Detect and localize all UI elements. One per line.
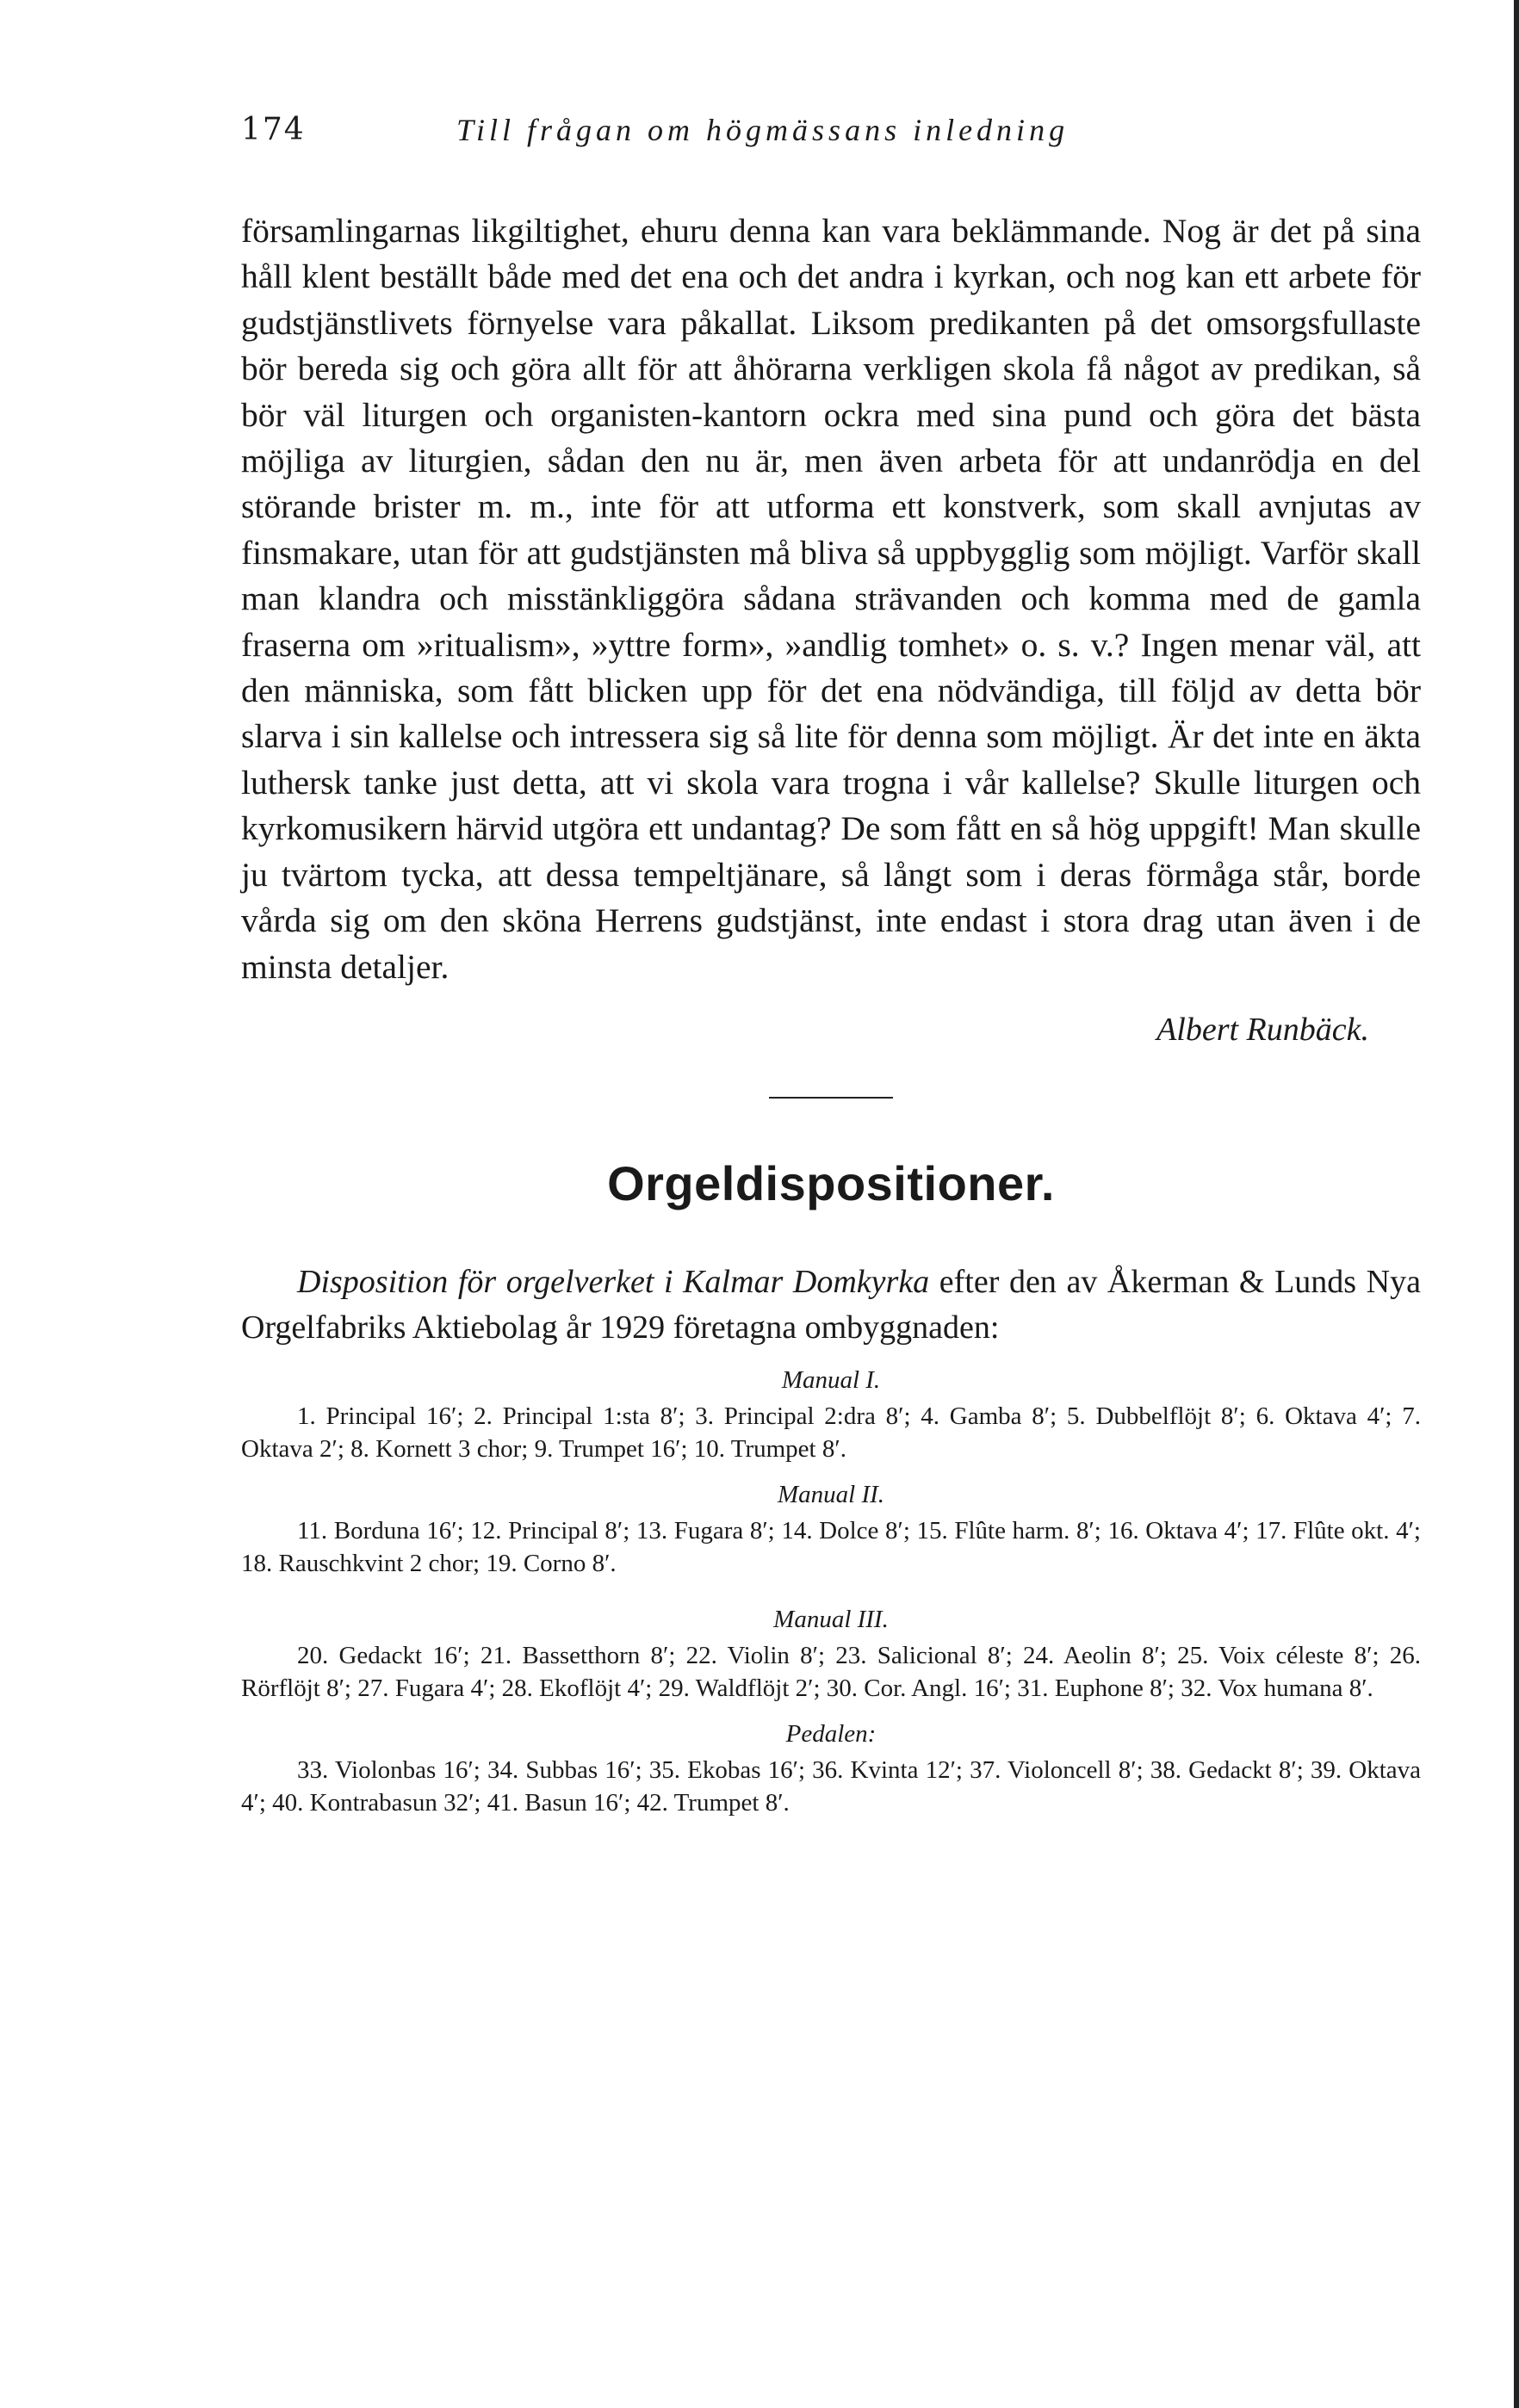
stop-list-manual-1: 1. Principal 16′; 2. Principal 1:sta 8′; 3. Principal 2:dra 8′; 4. Gamba 8′; 5. Dubbelflöjt 8′; 6. Oktava 4′; 7. Oktava 2′; 8. Kornett 3 chor; 9. Trumpet 16′; 10. Trumpet 8′. bbox=[241, 1402, 1421, 1463]
page-content bbox=[241, 112, 1421, 1819]
stop-list-manual-2: 11. Borduna 16′; 12. Principal 8′; 13. Fugara 8′; 14. Dolce 8′; 15. Flûte harm. 8′; 16. Oktava 4′; 17. Flûte okt. 4′; 18. Rauschkvint 2 chor; 19. Corno 8′. bbox=[241, 1516, 1421, 1577]
spacer bbox=[241, 1580, 1421, 1590]
division-heading-manual-2: Manual II. bbox=[777, 1480, 885, 1508]
section-heading: Orgeldispositioner. bbox=[607, 1155, 1055, 1210]
stop-list-pedal: 33. Violonbas 16′; 34. Subbas 16′; 35. Ekobas 16′; 36. Kvinta 12′; 37. Violoncell 8′; 38. Gedackt 8′; 39. Oktava 4′; 40. Kontrabasun 32′; 41. Basun 16′; 42. Trumpet 8′. bbox=[241, 1755, 1421, 1817]
running-title: Till frågan om högmässans inledning bbox=[456, 113, 1070, 147]
section-intro bbox=[241, 1260, 1421, 1351]
intro-italic-title: Disposition för orgelverket i Kalmar Domkyrka bbox=[297, 1263, 930, 1300]
division-heading-manual-3: Manual III. bbox=[773, 1605, 889, 1633]
division-heading-pedal: Pedalen: bbox=[785, 1719, 877, 1748]
author-signature: Albert Runbäck. bbox=[1156, 1011, 1369, 1048]
page-number: 174 bbox=[241, 112, 306, 147]
division-heading-manual-1: Manual I. bbox=[781, 1365, 881, 1394]
stop-list-manual-3: 20. Gedackt 16′; 21. Bassetthorn 8′; 22. Violin 8′; 23. Salicional 8′; 24. Aeolin 8′; 25. Voix céleste 8′; 26. Rörflöjt 8′; 27. Fugara 4′; 28. Ekoflöjt 4′; 29. Waldflöjt 2′; 30. Cor. Angl. 16′; 31. Euphone 8′; 32. Vox humana 8′. bbox=[241, 1641, 1421, 1702]
page-header bbox=[241, 112, 1421, 164]
body-paragraph: församlingarnas likgiltighet, ehuru denna kan vara beklämmande. Nog är det på sina håll klent beställt både med det ena och det andra i kyrkan, och nog kan ett arbete för gudstjänstlivets förnyelse vara påkallat. Liksom predikanten på det omsorgsfullaste bör bereda sig och göra allt för att åhörarna verkligen skola få något av predikan, så bör väl liturgen och organisten-kantorn ockra med sina pund och göra det bästa möjliga av liturgien, sådan den nu är, men även arbeta för att undanrödja en del störande brister m. m., inte för att utforma ett konstverk, som skall avnjutas av finsmakare, utan för att gudstjänsten må bliva så uppbygglig som möjligt. Varför skall man klandra och misstänkliggöra sådana strävanden och komma med de gamla fraserna om »ritualism», »yttre form», »andlig tomhet» o. s. v.? Ingen menar väl, att den människa, som fått blicken upp för det ena nödvändiga, till följd av detta bör slarva i sin kallelse och intressera sig så lite för denna som möjligt. Är det inte en äkta luthersk tanke just detta, att vi skola vara trogna i vår kallelse? Skulle liturgen och kyrkomusikern härvid utgöra ett undantag? De som fått en så hög uppgift! Man skulle ju tvärtom tycka, att dessa tempeltjänare, så långt som i deras förmåga står, borde vårda sig om den sköna Herrens gudstjänst, inte endast i stora drag utan även i de minsta detaljer. bbox=[241, 212, 1421, 986]
page-edge bbox=[1514, 0, 1519, 2408]
section-divider bbox=[769, 1097, 893, 1099]
intro-text: efter den av Åkerman & Lunds Nya Orgelfabriks Aktiebolag år 1929 företagna ombyggnaden: bbox=[241, 1263, 1421, 1346]
